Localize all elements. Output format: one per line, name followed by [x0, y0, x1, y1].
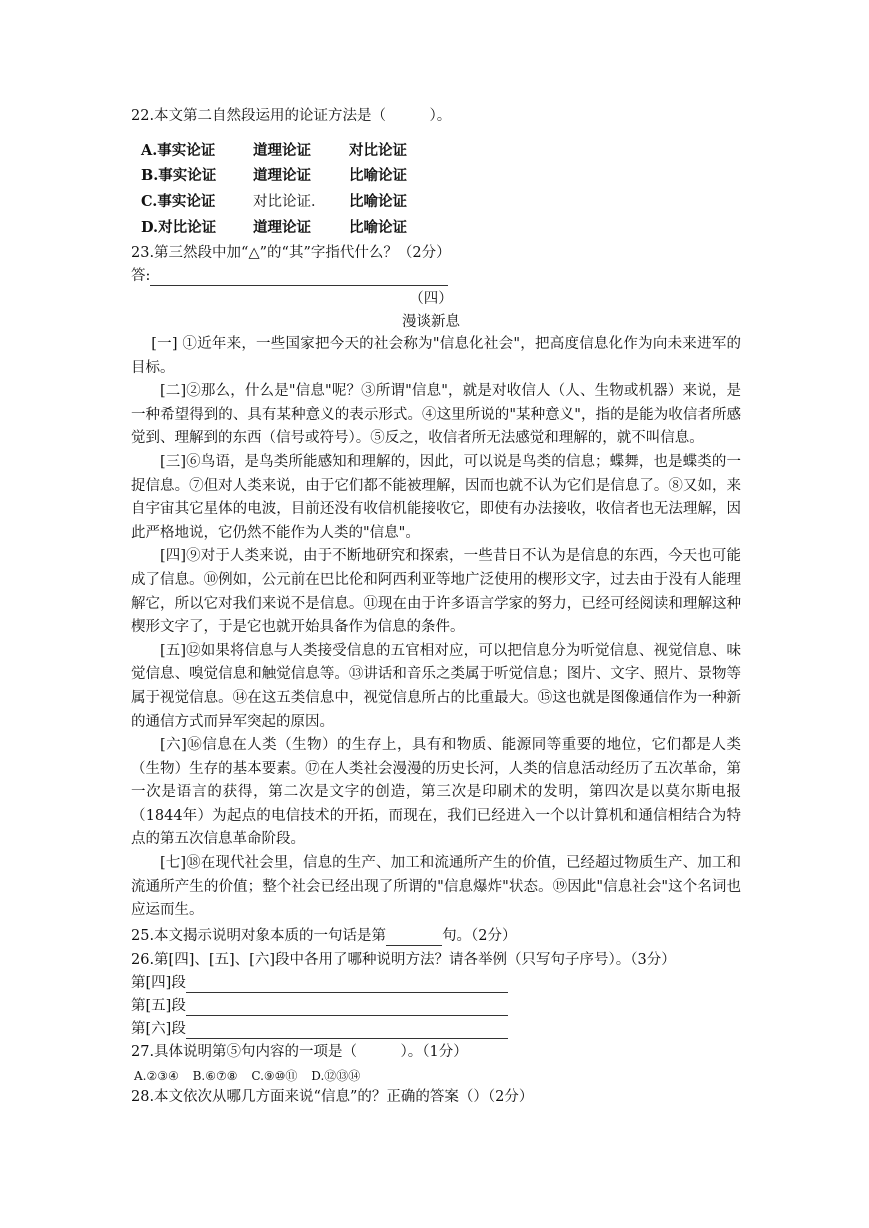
q22-option-c-2: 对比论证．: [253, 194, 326, 210]
passage-paragraph-7: [七]⑱在现代社会里，信息的生产、加工和流通所产生的价值，已经超过物质生产、加工和流通所产生的价值；整个社会已经出现了所谓的"信息爆炸"状态。⑲因此"信息社会"这个名词也应运而生。: [131, 855, 741, 919]
passage-paragraph-4: [四]⑨对于人类来说，由于不断地研究和探索，一些昔日不认为是信息的东西，今天也可能成了信息。⑩例如，公元前在巴比伦和阿西利亚等地广泛使用的楔形文字，过去由于没有人能理解它，所以它对我们来说不是信息。⑪现在由于许多语言学家的努力，已经可经阅读和理解这种楔形文字了，于是它也就开始具备作为信息的条件。: [131, 548, 741, 636]
q25-text-before: 25.本文揭示说明对象本质的一句话是第: [131, 928, 387, 944]
q26-answer-blank-4[interactable]: [186, 976, 508, 993]
q23-question: 23.第三然段中加“△”的“其”字指代什么？（2分）: [131, 245, 451, 261]
passage-paragraph-1: [一] ①近年来，一些国家把今天的社会称为"信息化社会"，把高度信息化作为向未来进军的目标。: [131, 336, 741, 376]
q26-answer-blank-5[interactable]: [186, 999, 508, 1016]
q25-question: [131, 926, 517, 946]
q26-line-6: [131, 1019, 508, 1039]
q26-label-5: 第[五]段: [131, 998, 186, 1014]
q28-question: 28.本文依次从哪几方面来说“信息”的？正确的答案（）（2分）: [131, 1089, 534, 1105]
q26-label-6: 第[六]段: [131, 1021, 186, 1037]
q23-answer-blank[interactable]: [150, 269, 448, 286]
q27-option-b: B.⑥⑦⑧: [192, 1069, 238, 1083]
q22-option-d-1: D.对比论证: [141, 219, 217, 236]
q22-option-d-2: 道理论证: [253, 219, 311, 236]
q27-option-d: D.⑫⑬⑭: [311, 1069, 361, 1083]
q26-line-4: [131, 973, 508, 993]
q22-option-c-1: C.事实论证: [141, 193, 216, 210]
q23-answer-line: [131, 266, 448, 286]
q23-answer-label: 答:: [131, 268, 151, 284]
passage-paragraph-2: [二]②那么，什么是"信息"呢？③所谓"信息"，就是对收信人（人、生物或机器）来说，是一种希望得到的、具有某种意义的表示形式。④这里所说的"某种意义"，指的是能为收信者所感觉到、理解到的东西（信号或符号）。⑤反之，收信者所无法感觉和理解的，就不叫信息。: [131, 383, 741, 447]
q22-option-c-3: 比喻论证: [349, 193, 407, 210]
passage-body: [131, 333, 741, 923]
q25-text-after: 句。（2分）: [442, 928, 517, 944]
q26-question: 26.第[四]、[五]、[六]段中各用了哪种说明方法？请各举例（只写句子序号）。（3分）: [131, 952, 676, 968]
q26-label-4: 第[四]段: [131, 975, 186, 991]
q27-option-c: C.⑨⑩⑪: [251, 1069, 298, 1083]
q26-answer-blank-6[interactable]: [186, 1022, 508, 1039]
passage-title: 漫谈新息: [402, 314, 460, 330]
q27-question: 27.具体说明第⑤句内容的一项是（ ）。（1分）: [131, 1044, 468, 1060]
passage-paragraph-6: [六]⑯信息在人类（生物）的生存上，具有和物质、能源同等重要的地位，它们都是人类（生物）生存的基本要素。⑰在人类社会漫漫的历史长河，人类的信息活动经历了五次革命，第一次是语言的获得，第二次是文字的创造，第三次是印刷术的发明，第四次是以莫尔斯电报（1844年）为起点的电信技术的开拓，而现在，我们已经进入一个以计算机和通信相结合为特点的第五次信息革命阶段。: [131, 737, 741, 848]
q22-option-b-1: B.事实论证: [141, 167, 217, 184]
q25-answer-blank[interactable]: [386, 929, 442, 946]
q26-line-5: [131, 996, 508, 1016]
q22-option-a-1: A.事实论证: [141, 142, 216, 159]
q22-option-b-2: 道理论证: [253, 167, 311, 184]
q22-option-a-3: 对比论证: [349, 142, 407, 159]
q22-option-b-3: 比喻论证: [349, 167, 407, 184]
q22-question: 22.本文第二自然段运用的论证方法是（ ）。: [131, 108, 452, 124]
q27-option-a: A.②③④: [134, 1069, 179, 1083]
passage-paragraph-3: [三]⑥鸟语，是鸟类所能感知和理解的，因此，可以说是鸟类的信息；蝶舞，也是蝶类的一捉信息。⑦但对人类来说，由于它们都不能被理解，因而也就不认为它们是信息了。⑧又如，来自宇宙其它星体的电波，目前还没有收信机能接收它，即使有办法接收，收信者也无法理解，因此严格地说，它仍然不能作为人类的"信息"。: [131, 453, 741, 541]
passage-section-number: （四）: [409, 291, 453, 307]
passage-paragraph-5: [五]⑫如果将信息与人类接受信息的五官相对应，可以把信息分为听觉信息、视觉信息、味觉信息、嗅觉信息和触觉信息等。⑬讲话和音乐之类属于听觉信息；图片、文字、照片、景物等属于视觉信息。⑭在这五类信息中，视觉信息所占的比重最大。⑮这也就是图像通信作为一种新的通信方式而异军突起的原因。: [131, 642, 741, 730]
q22-option-d-3: 比喻论证: [349, 219, 407, 236]
q22-option-a-2: 道理论证: [253, 142, 311, 159]
q27-options: [134, 1066, 360, 1086]
